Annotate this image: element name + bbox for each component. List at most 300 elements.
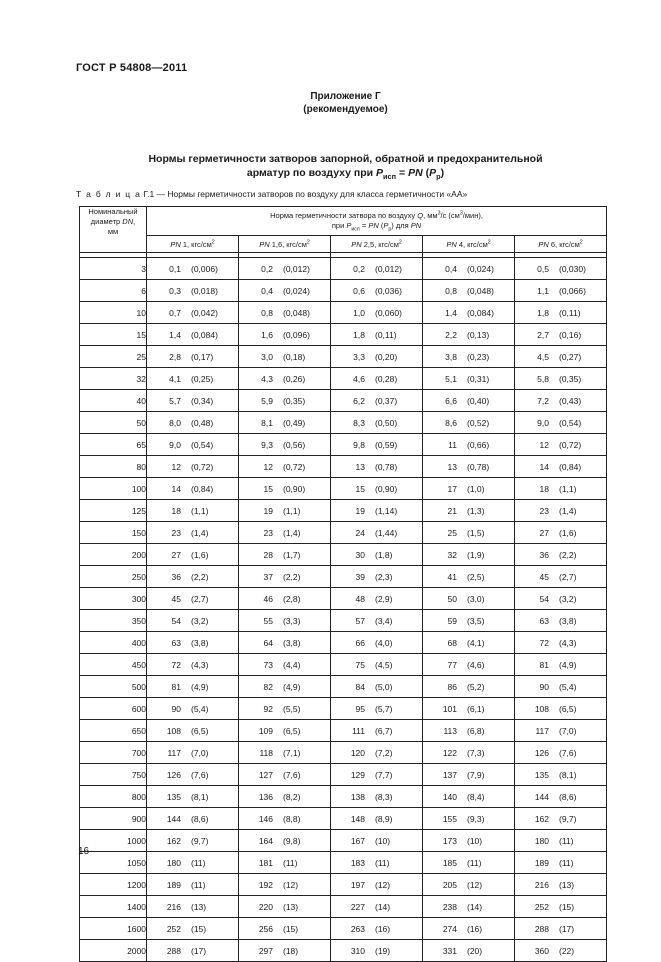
value-cm3-per-min: (0,060) <box>375 307 402 318</box>
value-cell <box>147 280 239 302</box>
value-mm3-per-s: 4,1 <box>169 373 181 384</box>
value-mm3-per-s: 173 <box>442 835 457 846</box>
value-cm3-per-min: (0,78) <box>375 461 398 472</box>
tightness-table <box>79 206 607 962</box>
value-cell <box>147 896 239 918</box>
value-cm3-per-min: (5,5) <box>283 703 301 714</box>
value-cm3-per-min: (0,13) <box>467 329 490 340</box>
value-cell <box>423 544 515 566</box>
value-mm3-per-s: 75 <box>355 659 365 670</box>
value-cm3-per-min: (10) <box>467 835 483 846</box>
heading-paren-open: ( <box>422 167 430 179</box>
value-mm3-per-s: 17 <box>447 483 457 494</box>
value-cell <box>239 874 331 896</box>
value-cell <box>239 852 331 874</box>
value-cell <box>423 610 515 632</box>
value-cell <box>515 280 607 302</box>
value-mm3-per-s: 144 <box>166 813 181 824</box>
value-mm3-per-s: 144 <box>534 791 549 802</box>
value-cm3-per-min: (2,3) <box>375 571 393 582</box>
dn-cell: 40 <box>80 390 147 412</box>
table-row <box>80 280 607 302</box>
value-mm3-per-s: 18 <box>171 505 181 516</box>
value-cell <box>331 500 423 522</box>
value-cm3-per-min: (0,84) <box>191 483 214 494</box>
value-cm3-per-min: (0,90) <box>375 483 398 494</box>
value-cell <box>515 302 607 324</box>
value-cell <box>423 478 515 500</box>
value-cell <box>515 478 607 500</box>
value-cm3-per-min: (1,1) <box>559 483 577 494</box>
value-cell <box>515 258 607 280</box>
caption-prefix: Т а б л и ц а <box>76 189 142 199</box>
value-mm3-per-s: 263 <box>350 923 365 934</box>
value-mm3-per-s: 82 <box>263 681 273 692</box>
dn-cell: 450 <box>80 654 147 676</box>
value-cm3-per-min: (0,31) <box>467 373 490 384</box>
value-cell <box>239 764 331 786</box>
dn-cell: 6 <box>80 280 147 302</box>
value-cell <box>239 742 331 764</box>
value-mm3-per-s: 0,4 <box>445 263 457 274</box>
table-row <box>80 346 607 368</box>
value-cell <box>239 786 331 808</box>
value-cell <box>239 588 331 610</box>
pn-value: 6, кгс/см <box>548 239 580 249</box>
value-cm3-per-min: (7,0) <box>559 725 577 736</box>
value-mm3-per-s: 167 <box>350 835 365 846</box>
value-cm3-per-min: (17) <box>191 945 207 956</box>
value-cm3-per-min: (12) <box>467 879 483 890</box>
value-cell <box>515 742 607 764</box>
value-cell <box>147 368 239 390</box>
value-cm3-per-min: (11) <box>559 857 574 868</box>
value-cell <box>423 280 515 302</box>
value-cm3-per-min: (0,030) <box>559 263 586 274</box>
value-mm3-per-s: 310 <box>350 945 365 956</box>
value-cm3-per-min: (10) <box>375 835 391 846</box>
value-mm3-per-s: 3,0 <box>261 351 273 362</box>
value-mm3-per-s: 92 <box>263 703 273 714</box>
value-cm3-per-min: (9,8) <box>283 835 301 846</box>
value-cm3-per-min: (7,3) <box>467 747 485 758</box>
value-cell <box>147 258 239 280</box>
value-cell <box>515 390 607 412</box>
dn-cell: 600 <box>80 698 147 720</box>
value-cell <box>331 324 423 346</box>
value-cm3-per-min: (3,3) <box>283 615 301 626</box>
value-mm3-per-s: 95 <box>355 703 365 714</box>
value-cell <box>515 786 607 808</box>
value-cm3-per-min: (2,2) <box>283 571 301 582</box>
dn-header-symbol: DN <box>122 217 134 226</box>
value-mm3-per-s: 135 <box>534 769 549 780</box>
value-cell <box>515 874 607 896</box>
table-row <box>80 808 607 830</box>
value-cell <box>147 786 239 808</box>
value-mm3-per-s: 11 <box>448 439 457 450</box>
pn-unit-exponent: 2 <box>398 239 402 245</box>
value-cm3-per-min: (8,6) <box>559 791 577 802</box>
appendix-subtitle: (рекомендуемое) <box>303 104 388 115</box>
value-cm3-per-min: (1,4) <box>559 505 577 516</box>
norm-header-at: при <box>331 221 347 230</box>
value-cell <box>239 918 331 940</box>
value-cell <box>515 676 607 698</box>
value-cm3-per-min: (0,43) <box>559 395 582 406</box>
value-cell <box>331 720 423 742</box>
value-mm3-per-s: 4,6 <box>353 373 365 384</box>
value-mm3-per-s: 15 <box>263 483 273 494</box>
value-mm3-per-s: 155 <box>442 813 457 824</box>
value-mm3-per-s: 252 <box>166 923 181 934</box>
value-cell <box>331 522 423 544</box>
dn-cell: 300 <box>80 588 147 610</box>
value-cell <box>147 390 239 412</box>
value-mm3-per-s: 5,7 <box>169 395 181 406</box>
value-cell <box>239 544 331 566</box>
value-cm3-per-min: (4,3) <box>559 637 577 648</box>
value-cm3-per-min: (0,20) <box>375 351 398 362</box>
heading-paren-close: ) <box>440 167 445 179</box>
value-cm3-per-min: (13) <box>191 901 207 912</box>
value-mm3-per-s: 84 <box>355 681 365 692</box>
pn-unit-exponent: 2 <box>579 239 583 245</box>
value-mm3-per-s: 81 <box>171 681 181 692</box>
value-cell <box>147 412 239 434</box>
value-cm3-per-min: (7,6) <box>191 769 209 780</box>
value-mm3-per-s: 138 <box>350 791 365 802</box>
value-cell <box>423 830 515 852</box>
value-cm3-per-min: (5,4) <box>191 703 209 714</box>
value-cm3-per-min: (13) <box>283 901 299 912</box>
table-row <box>80 522 607 544</box>
value-cm3-per-min: (0,35) <box>283 395 306 406</box>
value-cell <box>423 632 515 654</box>
value-cell <box>331 412 423 434</box>
value-cm3-per-min: (0,16) <box>559 329 582 340</box>
value-mm3-per-s: 12 <box>539 439 549 450</box>
pn-unit-exponent: 2 <box>487 239 491 245</box>
value-mm3-per-s: 90 <box>171 703 181 714</box>
value-mm3-per-s: 252 <box>534 901 549 912</box>
dn-cell: 1200 <box>80 874 147 896</box>
value-cm3-per-min: (0,23) <box>467 351 490 362</box>
value-mm3-per-s: 1,8 <box>537 307 549 318</box>
value-cell <box>239 654 331 676</box>
norm-header-pp: P <box>383 221 389 230</box>
value-mm3-per-s: 180 <box>534 835 549 846</box>
value-mm3-per-s: 117 <box>167 747 181 758</box>
value-cm3-per-min: (1,6) <box>191 549 209 560</box>
value-cm3-per-min: (1,5) <box>467 527 485 538</box>
value-mm3-per-s: 28 <box>263 549 273 560</box>
dn-cell: 1050 <box>80 852 147 874</box>
value-cm3-per-min: (2,2) <box>191 571 209 582</box>
value-cell <box>147 500 239 522</box>
value-mm3-per-s: 126 <box>166 769 181 780</box>
value-cm3-per-min: (11) <box>375 857 390 868</box>
value-cell <box>147 522 239 544</box>
value-cell <box>423 500 515 522</box>
value-cm3-per-min: (8,2) <box>283 791 301 802</box>
value-cell <box>515 456 607 478</box>
value-cm3-per-min: (0,066) <box>559 285 586 296</box>
value-cm3-per-min: (9,7) <box>191 835 209 846</box>
value-cell <box>515 500 607 522</box>
value-cm3-per-min: (17) <box>559 923 575 934</box>
norm-header-psub: исп <box>351 226 360 233</box>
value-cell <box>147 302 239 324</box>
value-mm3-per-s: 8,6 <box>445 417 457 428</box>
value-mm3-per-s: 360 <box>534 945 549 956</box>
value-cm3-per-min: (19) <box>375 945 391 956</box>
dn-cell: 350 <box>80 610 147 632</box>
value-cell <box>239 478 331 500</box>
page-number: 16 <box>78 846 90 857</box>
value-cell <box>515 654 607 676</box>
value-cell <box>331 632 423 654</box>
value-cm3-per-min: (0,52) <box>467 417 490 428</box>
value-mm3-per-s: 37 <box>263 571 273 582</box>
heading-text: арматур по воздуху при <box>246 167 377 179</box>
value-cm3-per-min: (6,8) <box>467 725 485 736</box>
value-mm3-per-s: 8,1 <box>261 417 273 428</box>
value-cm3-per-min: (7,7) <box>375 769 393 780</box>
table-row <box>80 764 607 786</box>
table-row <box>80 852 607 874</box>
dn-cell: 900 <box>80 808 147 830</box>
value-cell <box>331 808 423 830</box>
pn-column-header <box>423 236 515 253</box>
value-mm3-per-s: 72 <box>539 637 549 648</box>
value-mm3-per-s: 23 <box>539 505 549 516</box>
value-cell <box>423 940 515 962</box>
value-mm3-per-s: 0,6 <box>353 285 365 296</box>
pn-label: PN <box>170 239 181 249</box>
table-row <box>80 610 607 632</box>
value-mm3-per-s: 36 <box>539 549 549 560</box>
value-cell <box>331 654 423 676</box>
caption-number: Г.1 <box>141 189 155 199</box>
value-cell <box>515 852 607 874</box>
value-mm3-per-s: 9,0 <box>169 439 181 450</box>
value-cell <box>515 566 607 588</box>
value-cm3-per-min: (0,66) <box>467 439 490 450</box>
value-mm3-per-s: 101 <box>442 703 457 714</box>
value-cm3-per-min: (0,28) <box>375 373 398 384</box>
norm-header-mid2: /с (см <box>440 211 460 220</box>
dn-header-text: диаметр <box>90 217 123 226</box>
value-cm3-per-min: (3,8) <box>559 615 577 626</box>
value-cell <box>423 676 515 698</box>
dn-cell: 15 <box>80 324 147 346</box>
value-cell <box>515 324 607 346</box>
value-cell <box>515 522 607 544</box>
value-mm3-per-s: 137 <box>442 769 457 780</box>
value-cm3-per-min: (2,7) <box>191 593 209 604</box>
value-mm3-per-s: 2,8 <box>169 351 181 362</box>
value-mm3-per-s: 46 <box>263 593 273 604</box>
value-cm3-per-min: (0,084) <box>467 307 494 318</box>
pn-unit-exponent: 2 <box>306 239 310 245</box>
value-cm3-per-min: (0,084) <box>191 329 218 340</box>
value-cell <box>147 720 239 742</box>
value-cell <box>147 566 239 588</box>
value-cm3-per-min: (0,25) <box>191 373 214 384</box>
value-mm3-per-s: 129 <box>350 769 365 780</box>
value-cm3-per-min: (0,012) <box>283 263 310 274</box>
dn-cell: 10 <box>80 302 147 324</box>
norm-header-line2 <box>147 221 606 231</box>
value-mm3-per-s: 13 <box>355 461 365 472</box>
value-mm3-per-s: 197 <box>350 879 365 890</box>
value-cell <box>331 566 423 588</box>
value-cm3-per-min: (4,3) <box>191 659 209 670</box>
value-cell <box>331 874 423 896</box>
value-cm3-per-min: (0,036) <box>375 285 402 296</box>
value-cm3-per-min: (15) <box>191 923 207 934</box>
dn-cell: 100 <box>80 478 147 500</box>
dn-cell: 125 <box>80 500 147 522</box>
value-cell <box>239 896 331 918</box>
value-mm3-per-s: 72 <box>171 659 181 670</box>
norm-header-par: ( <box>378 221 384 230</box>
value-mm3-per-s: 6,6 <box>445 395 457 406</box>
table-row <box>80 434 607 456</box>
value-mm3-per-s: 185 <box>442 857 457 868</box>
heading-p-sub: исп <box>383 172 397 182</box>
value-mm3-per-s: 41 <box>447 571 457 582</box>
value-cm3-per-min: (5,0) <box>375 681 393 692</box>
value-mm3-per-s: 0,1 <box>169 263 181 274</box>
value-cm3-per-min: (0,59) <box>375 439 398 450</box>
value-cell <box>423 412 515 434</box>
value-cm3-per-min: (0,34) <box>191 395 214 406</box>
norm-header-pn: PN <box>368 221 379 230</box>
dn-cell: 150 <box>80 522 147 544</box>
norm-header-sup2: 3 <box>459 210 463 217</box>
table-row <box>80 654 607 676</box>
value-mm3-per-s: 109 <box>258 725 273 736</box>
heading-pn: PN <box>408 167 423 179</box>
norm-header-mid: , мм <box>423 211 438 220</box>
value-cm3-per-min: (0,54) <box>191 439 214 450</box>
value-cm3-per-min: (1,14) <box>375 505 398 516</box>
value-cell <box>423 368 515 390</box>
value-cell <box>423 698 515 720</box>
value-cm3-per-min: (0,56) <box>283 439 306 450</box>
value-mm3-per-s: 180 <box>166 857 181 868</box>
value-mm3-per-s: 205 <box>442 879 457 890</box>
table-row <box>80 720 607 742</box>
value-mm3-per-s: 66 <box>355 637 365 648</box>
value-mm3-per-s: 227 <box>350 901 365 912</box>
value-mm3-per-s: 54 <box>171 615 181 626</box>
value-mm3-per-s: 9,3 <box>261 439 273 450</box>
value-cm3-per-min: (1,1) <box>283 505 301 516</box>
value-mm3-per-s: 21 <box>447 505 457 516</box>
document-code: ГОСТ Р 54808—2011 <box>76 62 188 74</box>
value-cm3-per-min: (7,6) <box>559 747 577 758</box>
dn-cell: 1600 <box>80 918 147 940</box>
dn-cell: 800 <box>80 786 147 808</box>
value-mm3-per-s: 4,5 <box>537 351 549 362</box>
value-mm3-per-s: 39 <box>355 571 365 582</box>
table-row <box>80 390 607 412</box>
value-cell <box>239 258 331 280</box>
norm-header-post: /мин), <box>462 211 483 220</box>
value-cell <box>239 456 331 478</box>
value-mm3-per-s: 19 <box>355 505 365 516</box>
value-mm3-per-s: 18 <box>539 483 549 494</box>
value-mm3-per-s: 220 <box>258 901 273 912</box>
value-cm3-per-min: (0,18) <box>283 351 306 362</box>
value-mm3-per-s: 48 <box>355 593 365 604</box>
value-cell <box>515 830 607 852</box>
value-cell <box>515 632 607 654</box>
value-cell <box>423 456 515 478</box>
value-cell <box>331 302 423 324</box>
pn-label: PN <box>446 239 457 249</box>
value-mm3-per-s: 19 <box>263 505 273 516</box>
value-cm3-per-min: (16) <box>467 923 483 934</box>
value-cm3-per-min: (1,3) <box>467 505 485 516</box>
value-mm3-per-s: 9,8 <box>353 439 365 450</box>
value-cell <box>331 896 423 918</box>
value-mm3-per-s: 86 <box>447 681 457 692</box>
value-cm3-per-min: (4,5) <box>375 659 393 670</box>
value-cm3-per-min: (6,1) <box>467 703 485 714</box>
heading-pp-sub: р <box>436 172 441 182</box>
value-cell <box>147 324 239 346</box>
value-mm3-per-s: 2,2 <box>445 329 457 340</box>
value-cell <box>331 610 423 632</box>
value-cell <box>331 368 423 390</box>
value-cm3-per-min: (0,84) <box>559 461 582 472</box>
value-cell <box>147 918 239 940</box>
pn-unit-exponent: 2 <box>211 239 215 245</box>
value-cm3-per-min: (11) <box>559 835 574 846</box>
value-cell <box>239 390 331 412</box>
value-cell <box>239 302 331 324</box>
value-cm3-per-min: (0,54) <box>559 417 582 428</box>
value-cm3-per-min: (7,9) <box>467 769 485 780</box>
value-cm3-per-min: (12) <box>375 879 391 890</box>
value-cm3-per-min: (1,7) <box>283 549 301 560</box>
value-cm3-per-min: (0,49) <box>283 417 306 428</box>
value-cell <box>147 654 239 676</box>
table-row <box>80 478 607 500</box>
value-cm3-per-min: (3,2) <box>559 593 577 604</box>
value-cm3-per-min: (13) <box>559 879 575 890</box>
value-cm3-per-min: (0,72) <box>283 461 306 472</box>
value-cell <box>331 456 423 478</box>
value-cm3-per-min: (7,2) <box>375 747 393 758</box>
value-mm3-per-s: 23 <box>263 527 273 538</box>
value-cm3-per-min: (11) <box>283 857 298 868</box>
value-mm3-per-s: 9,0 <box>537 417 549 428</box>
norm-header-p: P <box>346 221 352 230</box>
table-row <box>80 632 607 654</box>
value-cm3-per-min: (22) <box>559 945 575 956</box>
heading-pp: P <box>429 167 437 179</box>
value-cell <box>239 412 331 434</box>
value-mm3-per-s: 1,0 <box>353 307 365 318</box>
value-cell <box>515 610 607 632</box>
value-mm3-per-s: 90 <box>539 681 549 692</box>
value-cm3-per-min: (8,4) <box>467 791 485 802</box>
